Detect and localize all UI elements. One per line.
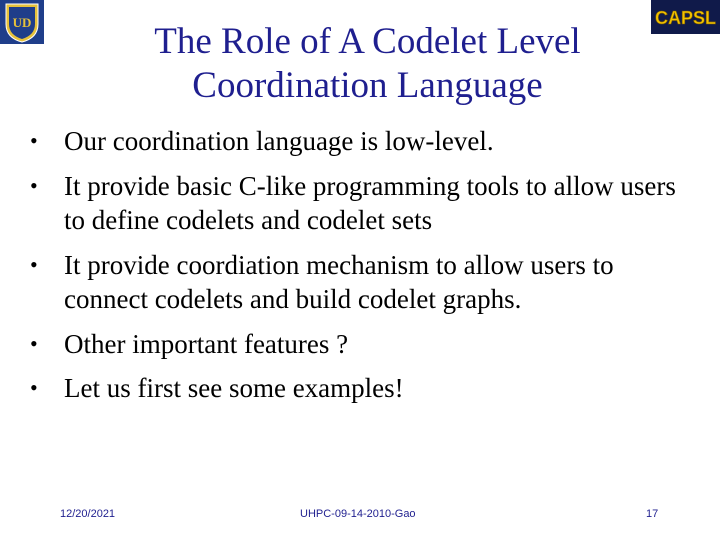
university-of-delaware-crest-icon: [0, 0, 44, 44]
footer-presentation-id: UHPC-09-14-2010-Gao: [300, 508, 416, 520]
bullet-icon: •: [30, 128, 38, 153]
capsl-logo-icon: [651, 0, 720, 34]
bullet-icon: •: [30, 251, 38, 277]
bullet-list: [30, 124, 700, 416]
slide-title: [90, 20, 645, 108]
bullet-item: [30, 124, 700, 159]
bullet-icon: •: [30, 330, 38, 356]
bullet-text: Let us first see some examples!: [64, 373, 404, 403]
bullet-item: [30, 371, 700, 406]
svg-text:CAPSL: CAPSL: [654, 8, 717, 28]
bullet-text: It provide basic C-like programming tools to allow users to define codelets and codelet sets: [64, 170, 676, 235]
svg-text:UD: UD: [12, 15, 32, 30]
bullet-item: [30, 169, 700, 238]
slide-title-line-1: The Role of A Codelet Level: [154, 21, 581, 62]
footer-date: 12/20/2021: [60, 508, 116, 520]
slide-title-line-2: Coordination Language: [192, 65, 543, 106]
bullet-text: Our coordination language is low-level.: [64, 126, 494, 156]
bullet-text: It provide coordiation mechanism to allow users to connect codelets and build codelet graphs.: [64, 249, 614, 314]
footer-page-number: 17: [646, 508, 659, 520]
bullet-item: [30, 248, 700, 317]
bullet-item: [30, 327, 700, 362]
bullet-icon: •: [30, 375, 38, 400]
bullet-icon: •: [30, 172, 38, 198]
bullet-text: Other important features ?: [64, 328, 349, 359]
